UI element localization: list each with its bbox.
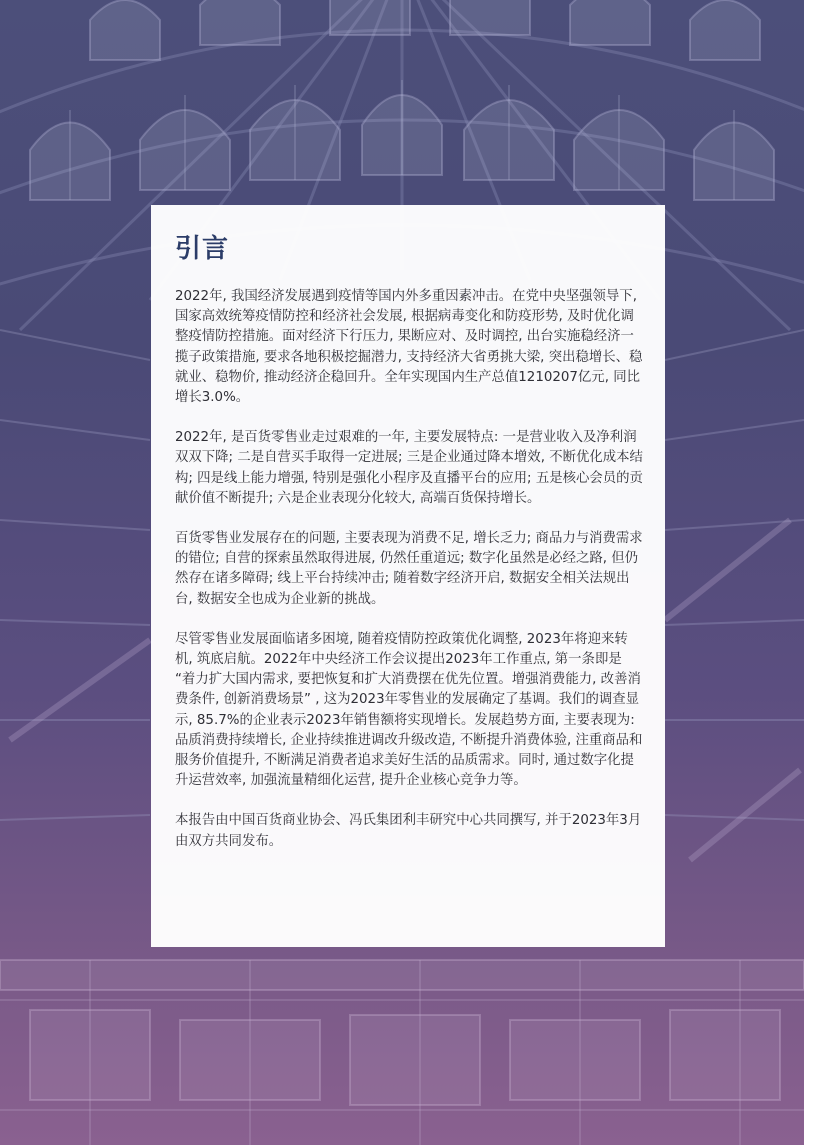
page-right-margin xyxy=(804,0,816,1145)
page-title: 引言 xyxy=(175,234,230,264)
paragraph-industry-features: 2022年, 是百货零售业走过艰难的一年, 主要发展特点: 一是营业收入及净利润双双下降; 二是自营买手取得一定进展; 三是企业通过降本增效, 不断优化成本结构; 四是线上能力增强, 特别是强化小程序及直播平台的应用; 五是核心会员的贡献价值不断提升; 六是企业表现分化较大, 高端百货保持增长。 xyxy=(175,430,643,506)
paragraph-industry-problems: 百货零售业发展存在的问题, 主要表现为消费不足, 增长乏力; 商品力与消费需求的错位; 自营的探索虽然取得进展, 仍然任重道远; 数字化虽然是必经之路, 但仍然存在诸多障碍; 线上平台持续冲击; 随着数字经济开启, 数据安全相关法规出台, 数据安全也成为企业新的挑战。 xyxy=(175,531,643,607)
introduction-card xyxy=(151,205,665,947)
paragraph-economy-overview: 2022年, 我国经济发展遇到疫情等国内外多重因素冲击。在党中央坚强领导下, 国家高效统筹疫情防控和经济社会发展, 根据病毒变化和防疫形势, 及时优化调整疫情防控措施。面对经济下行压力, 果断应对、及时调控, 出台实施稳经济一揽子政策措施, 要求各地积极挖掘潜力, 支持经济大省勇挑大梁, 突出稳增长、稳就业、稳物价, 推动经济企稳回升。全年实现国内生产总值1210207亿元, 同比增长3.0%。 xyxy=(175,289,643,406)
paragraph-2023-outlook: 尽管零售业发展面临诸多困境, 随着疫情防控政策优化调整, 2023年将迎来转机, 筑底启航。2022年中央经济工作会议提出2023年工作重点, 第一条即是 “着力扩大国内需求, 要把恢复和扩大消费摆在优先位置。增强消费能力, 改善消费条件, 创新消费场景” , 这为2023年零售业的发展确定了基调。我们的调查显示, 85.7%的企业表示2023年销售额将实现增长。发展趋势方面, 主要表现为: 品质消费持续增长, 企业持续推进调改升级改造, 不断提升消费体验, 注重商品和服务价值提升, 不断满足消费者追求美好生活的品质需求。同时, 通过数字化提升运营效率, 加强流量精细化运营, 提升企业核心竞争力等。 xyxy=(175,631,643,789)
paragraph-report-authors: 本报告由中国百货商业协会、冯氏集团利丰研究中心共同撰写, 并于2023年3月由双方共同发布。 xyxy=(175,813,642,849)
